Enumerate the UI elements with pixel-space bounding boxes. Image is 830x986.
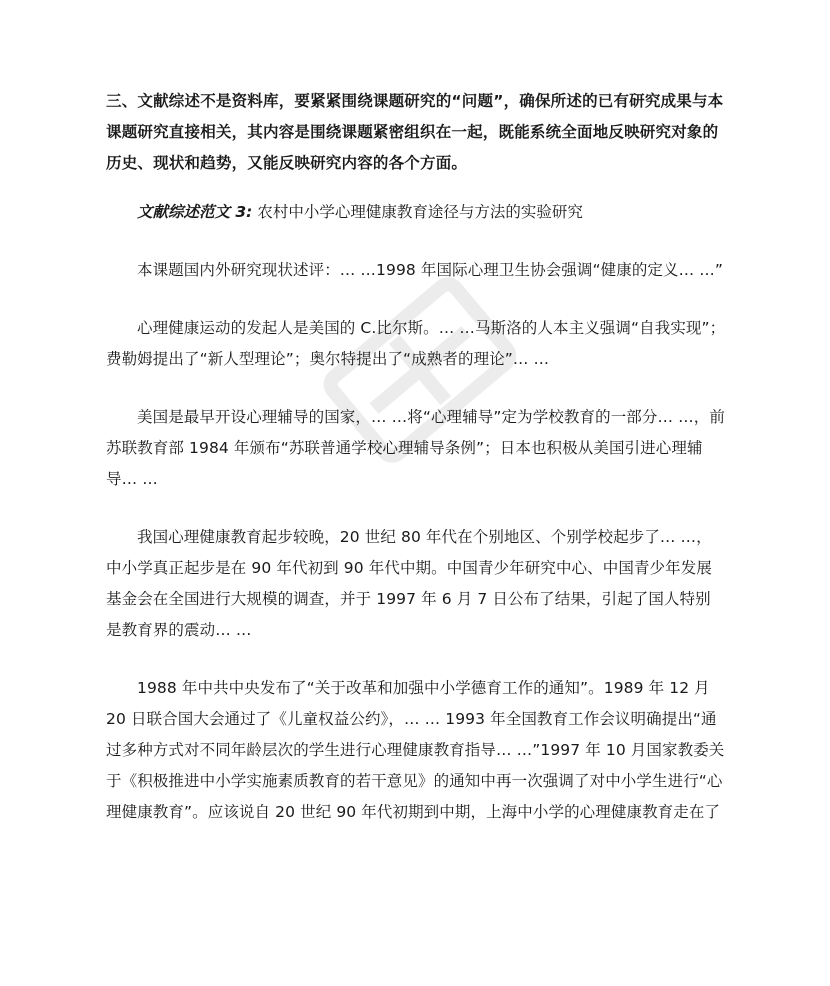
section-heading: 三、文献综述不是资料库，要紧紧围绕课题研究的“问题”，确保所述的已有研究成果与本课题研究直接相关，其内容是围绕课题紧密组织在一起，既能系统全面地反映研究对象的历史、现状和趋势，又能反映研究内容的各个方面。 (106, 92, 724, 172)
example-label: 文献综述范文 3: (137, 203, 253, 221)
document-body (106, 86, 726, 855)
paragraph-5: 1988 年中共中央发布了“关于改革和加强中小学德育工作的通知”。1989 年 12 月 20 日联合国大会通过了《儿童权益公约》，… … 1993 年全国教育工作会议明确提出“通过多种方式对不同年龄层次的学生进行心理健康教育指导… …”1997 年 10 月国家教委关于《积极推进中小学实施素质教育的若干意见》的通知中再一次强调了对中小学生进行“心理健康教育”。应该说自 20 世纪 90 年代初期到中期，上海中小学的心理健康教育走在了 (106, 679, 725, 821)
paragraph-2: 心理健康运动的发起人是美国的 C.比尔斯。… …马斯洛的人本主义强调“自我实现”；费勒姆提出了“新人型理论”；奥尔特提出了“成熟者的理论”… … (106, 319, 726, 368)
paragraph-4: 我国心理健康教育起步较晚，20 世纪 80 年代在个别地区、个别学校起步了… …，中小学真正起步是在 90 年代初到 90 年代中期。中国青少年研究中心、中国青少年发展基金会在全国进行大规模的调查，并于 1997 年 6 月 7 日公布了结果，引起了国人特别是教育界的震动… … (106, 528, 712, 639)
paragraph-1: 本课题国内外研究现状述评：… …1998 年国际心理卫生协会强调“健康的定义… …” (137, 261, 723, 279)
example-title-line (106, 197, 726, 228)
paragraph-3: 美国是最早开设心理辅导的国家，… …将“心理辅导”定为学校教育的一部分… …，前苏联教育部 1984 年颁布“苏联普通学校心理辅导条例”；日本也积极从美国引进心理辅导… … (106, 408, 725, 488)
example-title: 农村中小学心理健康教育途径与方法的实验研究 (257, 203, 583, 221)
